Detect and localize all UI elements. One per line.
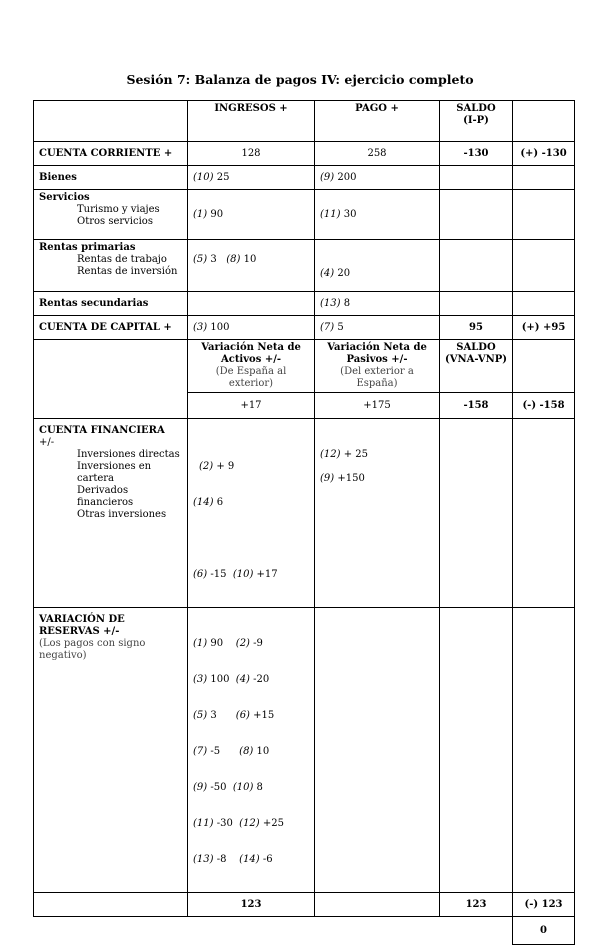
header-extra-fin — [513, 340, 575, 393]
header-extra — [513, 101, 575, 142]
servicios-label-cell: Servicios Turismo y viajes Otros servicios — [34, 190, 188, 240]
rentas-secundarias-extra — [513, 292, 575, 316]
capital-saldo: 95 — [440, 316, 513, 340]
totals-empty — [34, 893, 188, 917]
rentas-primarias-pago: (4) 20 — [315, 240, 440, 292]
bienes-saldo — [440, 166, 513, 190]
cc-pago: 258 — [315, 142, 440, 166]
header-empty — [34, 101, 188, 142]
final-empty-1 — [34, 917, 188, 945]
header-activos: Variación Neta de Activos +/- (De España al exterior) — [188, 340, 315, 393]
rentas-secundarias-ingresos — [188, 292, 315, 316]
reservas-line: (1) 90 (2) -9 — [193, 638, 263, 649]
total-extra: (-) 123 — [513, 893, 575, 917]
rentas-primarias-extra — [513, 240, 575, 292]
total-pago — [315, 893, 440, 917]
reservas-values — [188, 608, 315, 893]
row-rentas-secundarias — [34, 292, 575, 316]
reservas-extra — [513, 608, 575, 893]
reservas-line: (5) 3 (6) +15 — [193, 710, 275, 721]
final-empty-3 — [315, 917, 440, 945]
fin-total-pasivos: +175 — [315, 393, 440, 419]
financiera-extra — [513, 419, 575, 608]
row-cuenta-financiera — [34, 419, 575, 608]
capital-label: CUENTA DE CAPITAL + — [34, 316, 188, 340]
cc-label: CUENTA CORRIENTE + — [34, 142, 188, 166]
rentas-secundarias-saldo — [440, 292, 513, 316]
header-pasivos: Variación Neta de Pasivos +/- (Del exterior a España) — [315, 340, 440, 393]
row-servicios — [34, 190, 575, 240]
row-fin-headers — [34, 340, 575, 393]
row-bienes — [34, 166, 575, 190]
servicios-ingresos: (1) 90 — [188, 190, 315, 240]
cc-extra: (+) -130 — [513, 142, 575, 166]
capital-extra: (+) +95 — [513, 316, 575, 340]
row-cuenta-capital — [34, 316, 575, 340]
fin-total-activos: +17 — [188, 393, 315, 419]
rentas-secundarias-label: Rentas secundarias — [34, 292, 188, 316]
financiera-label-cell: CUENTA FINANCIERA +/- Inversiones directas Inversiones en cartera Derivados financieros Otras inversiones — [34, 419, 188, 608]
reservas-label-cell: VARIACIÓN DE RESERVAS +/- (Los pagos con signo negativo) — [34, 608, 188, 893]
row-final — [34, 917, 575, 945]
header-row — [34, 101, 575, 142]
fin-total-extra: (-) -158 — [513, 393, 575, 419]
bienes-label: Bienes — [34, 166, 188, 190]
final-zero: 0 — [513, 917, 575, 945]
balance-table — [33, 100, 575, 945]
total-saldo: 123 — [440, 893, 513, 917]
rentas-primarias-label-cell: Rentas primarias Rentas de trabajo Rentas de inversión — [34, 240, 188, 292]
document-title: Sesión 7: Balanza de pagos IV: ejercicio completo — [126, 72, 474, 87]
fin-header-empty — [34, 340, 188, 419]
servicios-pago: (11) 30 — [315, 190, 440, 240]
reservas-line: (11) -30 (12) +25 — [193, 818, 284, 829]
final-empty-2 — [188, 917, 315, 945]
bienes-pago: (9) 200 — [315, 166, 440, 190]
reservas-line: (9) -50 (10) 8 — [193, 782, 263, 793]
rentas-primarias-saldo — [440, 240, 513, 292]
reservas-line: (7) -5 (8) 10 — [193, 746, 270, 757]
total-ingresos: 123 — [188, 893, 315, 917]
row-rentas-primarias — [34, 240, 575, 292]
financiera-saldo — [440, 419, 513, 608]
row-cuenta-corriente — [34, 142, 575, 166]
cc-ingresos: 128 — [188, 142, 315, 166]
reservas-saldo — [440, 608, 513, 893]
header-ingresos: INGRESOS + — [188, 101, 315, 142]
cc-saldo: -130 — [440, 142, 513, 166]
capital-pago: (7) 5 — [315, 316, 440, 340]
reservas-pasivos — [315, 608, 440, 893]
header-saldo-fin: SALDO (VNA-VNP) — [440, 340, 513, 393]
servicios-saldo — [440, 190, 513, 240]
financiera-activos: (2) + 9 (14) 6 (6) -15 (10) +17 — [188, 419, 315, 608]
rentas-secundarias-pago: (13) 8 — [315, 292, 440, 316]
reservas-line: (13) -8 (14) -6 — [193, 854, 273, 865]
bienes-ingresos: (10) 25 — [188, 166, 315, 190]
row-totals — [34, 893, 575, 917]
header-pago: PAGO + — [315, 101, 440, 142]
rentas-primarias-ingresos: (5) 3 (8) 10 — [188, 240, 315, 292]
fin-total-saldo: -158 — [440, 393, 513, 419]
capital-ingresos: (3) 100 — [188, 316, 315, 340]
row-reservas — [34, 608, 575, 893]
reservas-line: (3) 100 (4) -20 — [193, 674, 270, 685]
final-empty-4 — [440, 917, 513, 945]
header-saldo: SALDO (I-P) — [440, 101, 513, 142]
bienes-extra — [513, 166, 575, 190]
servicios-extra — [513, 190, 575, 240]
financiera-pasivos: (12) + 25 (9) +150 — [315, 419, 440, 608]
